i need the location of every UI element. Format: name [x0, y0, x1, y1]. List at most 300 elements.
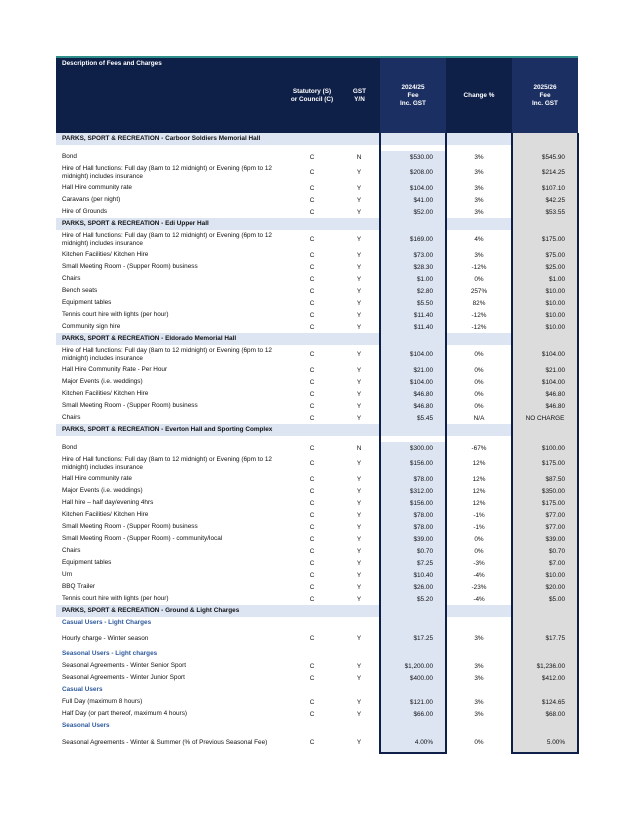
- gst-value: Y: [356, 169, 362, 176]
- fee-2025-26: 5.00%: [512, 732, 578, 753]
- gst-value: Y: [356, 414, 362, 422]
- fee-2024-25: $2.80: [380, 285, 446, 297]
- section-change-cell: [446, 605, 512, 617]
- statutory-value: C: [309, 366, 315, 374]
- fee-2024-25: $46.80: [380, 400, 446, 412]
- fee-2024-25: $104.00: [380, 182, 446, 194]
- header-fee2-line3: Inc. GST: [532, 99, 558, 107]
- fee-description: Hourly charge - Winter season: [62, 634, 149, 642]
- change-percent: 12%: [472, 475, 486, 483]
- gst-value: Y: [356, 674, 362, 682]
- fee-description: Hire of Hall functions: Full day (8am to 12 midnight) or Evening (6pm to 12 midnight) includes insurance: [62, 455, 272, 471]
- gst-value: Y: [356, 263, 362, 271]
- change-percent: 4%: [474, 236, 484, 243]
- fee-description: BBQ Trailer: [62, 583, 96, 591]
- table-row: [56, 708, 578, 720]
- table-row: [56, 454, 578, 473]
- change-percent: -1%: [473, 511, 485, 519]
- statutory-value: C: [309, 287, 315, 295]
- subheading: Seasonal Users: [62, 722, 110, 730]
- fee-description: Kitchen Facilities/ Kitchen Hire: [62, 251, 149, 259]
- change-percent: 12%: [472, 499, 486, 507]
- statutory-value: C: [309, 263, 315, 271]
- change-percent: 3%: [474, 710, 484, 718]
- fee-2025-26: $10.00: [512, 321, 578, 333]
- statutory-value: C: [309, 351, 315, 358]
- fee-2025-26: $20.00: [512, 581, 578, 593]
- fee-2024-25: $400.00: [380, 672, 446, 684]
- subheading-fee2-cell: [512, 684, 578, 696]
- section-fee2-cell: [512, 424, 578, 436]
- fee-description: Hire of Grounds: [62, 208, 108, 216]
- fee-2025-26: NO CHARGE: [512, 412, 578, 424]
- header-gst-line2: Y/N: [354, 95, 365, 103]
- fee-description: Seasonal Agreements - Winter Junior Sport: [62, 674, 185, 682]
- fee-2024-25: $11.40: [380, 321, 446, 333]
- fees-document: [56, 56, 578, 754]
- section-heading: PARKS, SPORT & RECREATION - Carboor Soldiers Memorial Hall: [56, 133, 380, 145]
- fee-2025-26: $39.00: [512, 533, 578, 545]
- table-row: [56, 261, 578, 273]
- fee-description: Hall Hire community rate: [62, 475, 132, 483]
- fee-2025-26: $77.00: [512, 521, 578, 533]
- change-percent: -4%: [473, 571, 485, 579]
- fee-2024-25: $66.00: [380, 708, 446, 720]
- change-percent: 3%: [474, 196, 484, 204]
- subheading-fee1-cell: [380, 617, 446, 629]
- gst-value: Y: [356, 184, 362, 192]
- gst-value: Y: [356, 487, 362, 495]
- statutory-value: C: [309, 414, 315, 422]
- subheading: Seasonal Users - Light charges: [62, 650, 158, 658]
- section-change-cell: [446, 333, 512, 345]
- statutory-value: C: [309, 559, 315, 567]
- gst-value: Y: [356, 559, 362, 567]
- table-row: [56, 345, 578, 364]
- table-row: [56, 672, 578, 684]
- gst-value: Y: [356, 251, 362, 259]
- gst-value: Y: [356, 402, 362, 410]
- change-percent: 3%: [474, 169, 484, 176]
- statutory-value: C: [309, 153, 315, 161]
- fee-description: Hall hire – half day/evening 4hrs: [62, 499, 154, 507]
- gst-value: Y: [356, 366, 362, 374]
- header-statutory-line2: or Council (C): [290, 95, 334, 103]
- fee-2025-26: $75.00: [512, 249, 578, 261]
- gst-value: Y: [356, 499, 362, 507]
- change-percent: -12%: [471, 323, 487, 331]
- fee-2025-26: $350.00: [512, 485, 578, 497]
- subheading-row: [56, 648, 578, 660]
- gst-value: Y: [356, 236, 362, 243]
- fee-2024-25: $39.00: [380, 533, 446, 545]
- subheading-fee1-cell: [380, 684, 446, 696]
- fee-2024-25: $78.00: [380, 509, 446, 521]
- statutory-value: C: [309, 475, 315, 483]
- change-percent: 0%: [474, 275, 484, 283]
- statutory-value: C: [309, 523, 315, 531]
- section-heading: PARKS, SPORT & RECREATION - Everton Hall and Sporting Complex: [56, 424, 380, 436]
- fee-2024-25: $26.00: [380, 581, 446, 593]
- fee-2024-25: $208.00: [380, 163, 446, 182]
- gst-value: Y: [356, 595, 362, 603]
- change-percent: 3%: [474, 674, 484, 682]
- fee-description: Urn: [62, 571, 73, 579]
- section-change-cell: [446, 133, 512, 145]
- change-percent: 12%: [472, 487, 486, 495]
- gst-value: Y: [356, 275, 362, 283]
- change-percent: -12%: [471, 263, 487, 271]
- fee-description: Bond: [62, 444, 77, 452]
- fee-description: Equipment tables: [62, 299, 112, 307]
- fee-description: Tennis court hire with lights (per hour): [62, 595, 169, 603]
- fee-2024-25: $10.40: [380, 569, 446, 581]
- table-row: [56, 151, 578, 163]
- gst-value: Y: [356, 390, 362, 398]
- section-fee2-cell: [512, 218, 578, 230]
- change-percent: -67%: [471, 444, 487, 452]
- section-fee1-cell: [380, 605, 446, 617]
- statutory-value: C: [309, 460, 315, 467]
- fee-2025-26: $10.00: [512, 309, 578, 321]
- statutory-value: C: [309, 499, 315, 507]
- subheading-change-cell: [446, 720, 512, 732]
- header-gst-line1: GST: [352, 87, 367, 95]
- subheading-fee1-cell: [380, 720, 446, 732]
- change-percent: -12%: [471, 311, 487, 319]
- statutory-value: C: [309, 196, 315, 204]
- fee-description: Community sign hire: [62, 323, 121, 331]
- header-gst: [339, 57, 380, 133]
- gst-value: Y: [356, 698, 362, 706]
- change-percent: 0%: [474, 535, 484, 543]
- fee-description: Half Day (or part thereof, maximum 4 hours): [62, 710, 188, 718]
- subheading: Casual Users - Light Charges: [62, 619, 152, 627]
- statutory-value: C: [309, 547, 315, 555]
- statutory-value: C: [309, 323, 315, 331]
- gst-value: Y: [356, 323, 362, 331]
- table-row: [56, 230, 578, 249]
- change-percent: 257%: [470, 287, 488, 295]
- change-percent: 0%: [474, 402, 484, 410]
- change-percent: 0%: [474, 351, 484, 358]
- fee-2025-26: $100.00: [512, 442, 578, 454]
- table-row: [56, 581, 578, 593]
- fee-description: Bench seats: [62, 287, 98, 295]
- fee-2025-26: $5.00: [512, 593, 578, 605]
- gst-value: Y: [356, 460, 362, 467]
- gst-value: N: [356, 444, 362, 452]
- table-row: [56, 732, 578, 753]
- fee-2024-25: $0.70: [380, 545, 446, 557]
- header-fee1-line1: 2024/25: [401, 83, 425, 91]
- table-row: [56, 182, 578, 194]
- subheading-row: [56, 720, 578, 732]
- section-change-cell: [446, 424, 512, 436]
- gst-value: Y: [356, 662, 362, 670]
- table-row: [56, 321, 578, 333]
- fee-2025-26: $107.10: [512, 182, 578, 194]
- fee-2025-26: $25.00: [512, 261, 578, 273]
- fee-2024-25: $21.00: [380, 364, 446, 376]
- fee-2024-25: $52.00: [380, 206, 446, 218]
- header-fee-2025-26: [512, 57, 578, 133]
- fee-2024-25: $5.45: [380, 412, 446, 424]
- table-row: [56, 533, 578, 545]
- table-row: [56, 273, 578, 285]
- section-heading-row: [56, 218, 578, 230]
- fee-2024-25: $78.00: [380, 521, 446, 533]
- table-header: [56, 57, 578, 133]
- section-fee1-cell: [380, 424, 446, 436]
- table-row: [56, 206, 578, 218]
- fee-2024-25: $41.00: [380, 194, 446, 206]
- statutory-value: C: [309, 662, 315, 670]
- header-fee1-line3: Inc. GST: [400, 99, 426, 107]
- statutory-value: C: [309, 710, 315, 718]
- fee-2025-26: $0.70: [512, 545, 578, 557]
- fee-description: Seasonal Agreements - Winter & Summer (% of Previous Seasonal Fee): [62, 738, 268, 746]
- statutory-value: C: [309, 511, 315, 519]
- table-body: [56, 133, 578, 753]
- statutory-value: C: [309, 208, 315, 216]
- fee-description: Seasonal Agreements - Winter Senior Sport: [62, 662, 186, 670]
- table-row: [56, 521, 578, 533]
- statutory-value: C: [309, 184, 315, 192]
- fee-2024-25: $11.40: [380, 309, 446, 321]
- fee-description: Hall Hire Community Rate - Per Hour: [62, 366, 168, 374]
- fee-description: Tennis court hire with lights (per hour): [62, 311, 169, 319]
- change-percent: 3%: [474, 184, 484, 192]
- section-heading-row: [56, 424, 578, 436]
- fees-table: [56, 56, 579, 754]
- subheading-change-cell: [446, 684, 512, 696]
- statutory-value: C: [309, 674, 315, 682]
- section-heading: PARKS, SPORT & RECREATION - Ground & Light Charges: [56, 605, 380, 617]
- header-change: Change %: [446, 57, 512, 133]
- fee-2025-26: $175.00: [512, 454, 578, 473]
- table-row: [56, 509, 578, 521]
- fee-2024-25: $169.00: [380, 230, 446, 249]
- change-percent: 3%: [474, 698, 484, 706]
- fee-2024-25: $7.25: [380, 557, 446, 569]
- change-percent: N/A: [473, 414, 485, 422]
- table-row: [56, 545, 578, 557]
- gst-value: Y: [356, 571, 362, 579]
- statutory-value: C: [309, 595, 315, 603]
- gst-value: Y: [356, 475, 362, 483]
- section-change-cell: [446, 218, 512, 230]
- statutory-value: C: [309, 571, 315, 579]
- table-row: [56, 364, 578, 376]
- table-row: [56, 376, 578, 388]
- fee-description: Small Meeting Room - (Supper Room) - community/local: [62, 535, 223, 543]
- statutory-value: C: [309, 275, 315, 283]
- table-row: [56, 285, 578, 297]
- fee-description: Hire of Hall functions: Full day (8am to 12 midnight) or Evening (6pm to 12 midnight) includes insurance: [62, 231, 272, 247]
- fee-description: Kitchen Facilities/ Kitchen Hire: [62, 511, 149, 519]
- fee-2024-25: $121.00: [380, 696, 446, 708]
- subheading-fee1-cell: [380, 648, 446, 660]
- fee-2025-26: $77.00: [512, 509, 578, 521]
- table-row: [56, 163, 578, 182]
- subheading-change-cell: [446, 648, 512, 660]
- fee-description: Caravans (per night): [62, 196, 121, 204]
- section-fee1-cell: [380, 133, 446, 145]
- gst-value: Y: [356, 208, 362, 216]
- table-row: [56, 696, 578, 708]
- change-percent: 82%: [472, 299, 486, 307]
- fee-2024-25: $300.00: [380, 442, 446, 454]
- table-row: [56, 497, 578, 509]
- subheading-change-cell: [446, 617, 512, 629]
- fee-description: Small Meeting Room - (Supper Room) business: [62, 523, 198, 531]
- section-heading: PARKS, SPORT & RECREATION - Edi Upper Hall: [56, 218, 380, 230]
- fee-2025-26: $10.00: [512, 569, 578, 581]
- fee-description: Hire of Hall functions: Full day (8am to 12 midnight) or Evening (6pm to 12 midnight) includes insurance: [62, 164, 272, 180]
- section-heading: PARKS, SPORT & RECREATION - Eldorado Memorial Hall: [56, 333, 380, 345]
- table-row: [56, 249, 578, 261]
- fee-2024-25: $104.00: [380, 376, 446, 388]
- statutory-value: C: [309, 251, 315, 259]
- table-row: [56, 485, 578, 497]
- header-statutory: [285, 57, 339, 133]
- fee-2025-26: $17.75: [512, 629, 578, 648]
- fee-description: Major Events (i.e. weddings): [62, 487, 143, 495]
- fee-description: Hall Hire community rate: [62, 184, 132, 192]
- section-fee2-cell: [512, 333, 578, 345]
- change-percent: 0%: [474, 547, 484, 555]
- fee-description: Chairs: [62, 547, 81, 555]
- header-fee2-line2: Fee: [539, 91, 551, 99]
- table-row: [56, 297, 578, 309]
- section-heading-row: [56, 333, 578, 345]
- gst-value: Y: [356, 739, 362, 746]
- section-fee1-cell: [380, 218, 446, 230]
- header-fee2-line1: 2025/26: [533, 83, 557, 91]
- subheading-fee2-cell: [512, 648, 578, 660]
- statutory-value: C: [309, 535, 315, 543]
- subheading-fee2-cell: [512, 720, 578, 732]
- fee-2024-25: $530.00: [380, 151, 446, 163]
- gst-value: Y: [356, 535, 362, 543]
- table-row: [56, 593, 578, 605]
- fee-description: Chairs: [62, 275, 81, 283]
- gst-value: Y: [356, 299, 362, 307]
- statutory-value: C: [309, 236, 315, 243]
- fee-2025-26: $412.00: [512, 672, 578, 684]
- subheading-fee2-cell: [512, 617, 578, 629]
- fee-2025-26: $124.65: [512, 696, 578, 708]
- fee-2025-26: $175.00: [512, 497, 578, 509]
- fee-2024-25: $28.30: [380, 261, 446, 273]
- table-row: [56, 194, 578, 206]
- fee-2024-25: $104.00: [380, 345, 446, 364]
- fee-2025-26: $104.00: [512, 376, 578, 388]
- fee-2024-25: $156.00: [380, 454, 446, 473]
- fee-2024-25: 4.00%: [380, 732, 446, 753]
- fee-2025-26: $68.00: [512, 708, 578, 720]
- table-row: [56, 400, 578, 412]
- fee-2025-26: $53.55: [512, 206, 578, 218]
- change-percent: -3%: [473, 559, 485, 567]
- statutory-value: C: [309, 299, 315, 307]
- change-percent: 3%: [474, 635, 484, 642]
- gst-value: N: [356, 153, 362, 161]
- fee-description: Hire of Hall functions: Full day (8am to 12 midnight) or Evening (6pm to 12 midnight) includes insurance: [62, 346, 272, 362]
- fee-2025-26: $42.25: [512, 194, 578, 206]
- statutory-value: C: [309, 402, 315, 410]
- fee-description: Equipment tables: [62, 559, 112, 567]
- table-row: [56, 660, 578, 672]
- fee-2025-26: $46.80: [512, 400, 578, 412]
- fee-description: Bond: [62, 153, 77, 161]
- fee-description: Chairs: [62, 414, 81, 422]
- change-percent: -1%: [473, 523, 485, 531]
- fee-2025-26: $21.00: [512, 364, 578, 376]
- fee-description: Major Events (i.e. weddings): [62, 378, 143, 386]
- change-percent: -4%: [473, 595, 485, 603]
- fee-2025-26: $87.50: [512, 473, 578, 485]
- fee-2024-25: $1,200.00: [380, 660, 446, 672]
- header-fee-2024-25: [380, 57, 446, 133]
- fee-2024-25: $5.50: [380, 297, 446, 309]
- fee-2024-25: $156.00: [380, 497, 446, 509]
- statutory-value: C: [309, 390, 315, 398]
- statutory-value: C: [309, 635, 315, 642]
- fee-2025-26: $545.90: [512, 151, 578, 163]
- statutory-value: C: [309, 444, 315, 452]
- fee-description: Full Day (maximum 8 hours): [62, 698, 143, 706]
- section-heading-row: [56, 133, 578, 145]
- fee-2024-25: $73.00: [380, 249, 446, 261]
- fee-2024-25: $46.80: [380, 388, 446, 400]
- gst-value: Y: [356, 635, 362, 642]
- header-statutory-line1: Statutory (S): [292, 87, 332, 95]
- fee-2024-25: $1.00: [380, 273, 446, 285]
- fee-2025-26: $10.00: [512, 285, 578, 297]
- gst-value: Y: [356, 511, 362, 519]
- fee-2025-26: $10.00: [512, 297, 578, 309]
- gst-value: Y: [356, 196, 362, 204]
- gst-value: Y: [356, 547, 362, 555]
- table-row: [56, 388, 578, 400]
- statutory-value: C: [309, 378, 315, 386]
- fee-description: Small Meeting Room - (Supper Room) business: [62, 263, 198, 271]
- table-row: [56, 569, 578, 581]
- gst-value: Y: [356, 311, 362, 319]
- fee-2025-26: $214.25: [512, 163, 578, 182]
- change-percent: 0%: [474, 378, 484, 386]
- fee-2025-26: $1,236.00: [512, 660, 578, 672]
- section-heading-row: [56, 605, 578, 617]
- change-percent: 3%: [474, 662, 484, 670]
- table-row: [56, 473, 578, 485]
- table-row: [56, 442, 578, 454]
- gst-value: Y: [356, 710, 362, 718]
- change-percent: 0%: [474, 366, 484, 374]
- gst-value: Y: [356, 583, 362, 591]
- section-fee1-cell: [380, 333, 446, 345]
- header-fee1-line2: Fee: [407, 91, 419, 99]
- statutory-value: C: [309, 698, 315, 706]
- fee-2024-25: $78.00: [380, 473, 446, 485]
- fee-2025-26: $1.00: [512, 273, 578, 285]
- section-fee2-cell: [512, 605, 578, 617]
- header-description: Description of Fees and Charges: [56, 57, 285, 133]
- table-row: [56, 557, 578, 569]
- fee-2025-26: $46.80: [512, 388, 578, 400]
